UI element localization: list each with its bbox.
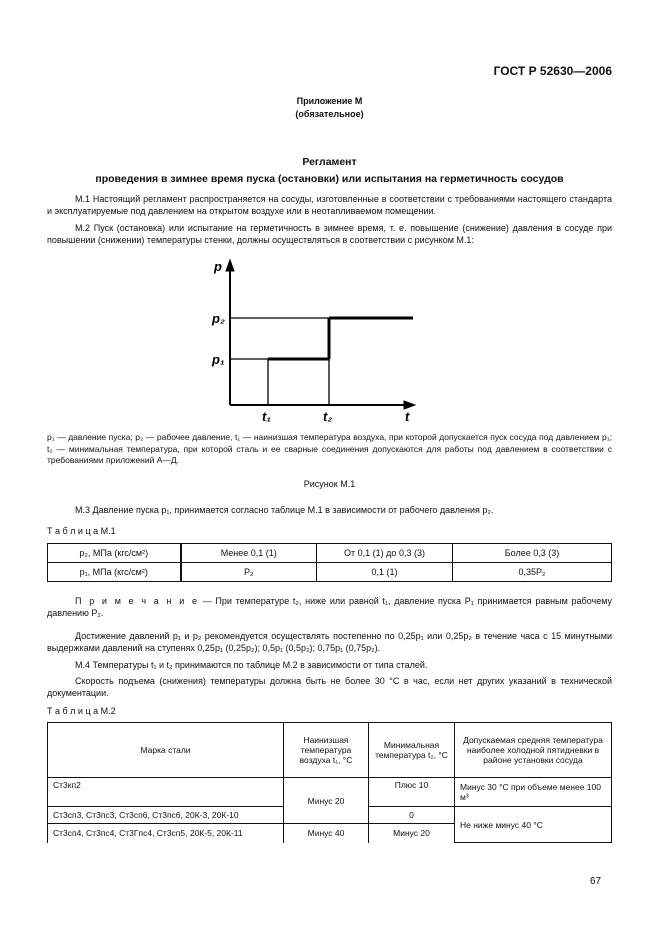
- p2-label: p₂: [212, 311, 225, 326]
- note-text: — При температуре t₂, ниже или равной t₁, давление пуска P₁ принимается равным рабочему давлению P₂.: [47, 596, 612, 618]
- table-cell: От 0,1 (1) до 0,3 (3): [317, 544, 453, 563]
- paragraph-m3: М.3 Давление пуска p₁, принимается согласно таблице М.1 в зависимости от рабочего давления p₂.: [75, 505, 494, 515]
- reglament-subtitle: проведения в зимнее время пуска (остановки) или испытания на герметичность сосудов: [95, 173, 564, 185]
- pressure-time-diagram: [200, 255, 430, 430]
- table-cell: Ст3сп4, Ст3пс4, Ст3Гпс4, Ст3сп5, 20К-5, 20К-11: [48, 824, 284, 843]
- paragraph-m1: М.1 Настоящий регламент распространяется на сосуды, изготовленные в соответствии с требованиями настоящего стандарта и эксплуатируемые под давлением на открытом воздухе или в неотапливаемом помещении.: [47, 194, 612, 216]
- x-axis-label: t: [405, 409, 410, 424]
- reglament-title: Регламент: [302, 156, 357, 168]
- table-cell: Минус 20: [284, 778, 369, 824]
- table-cell: 0,1 (1): [317, 563, 453, 582]
- table-cell: p₂, МПа (кгс/см²): [48, 544, 181, 563]
- note-label: П р и м е ч а н и е: [75, 596, 199, 606]
- table-cell: Минус 30 °С при объеме менее 100 м³: [455, 778, 612, 807]
- table-cell: Ст3кп2: [48, 778, 284, 807]
- appendix-status: (обязательное): [295, 109, 364, 119]
- note: [47, 596, 612, 619]
- paragraph-m4: М.4 Температуры t₁ и t₂ принимаются по таблице М.2 в зависимости от типа сталей.: [75, 660, 428, 670]
- table-cell: Ст3сп3, Ст3пс3, Ст3сп6, Ст3пс6, 20К-3, 20К-10: [48, 807, 284, 824]
- y-axis-label: p: [214, 259, 222, 274]
- table-row: [48, 563, 612, 582]
- paragraph-m2: М.2 Пуск (остановка) или испытание на герметичность в зимнее время, т. е. повышение (снижение) давления в сосуде при повышении (снижении) температуры стенки, должны осуществляться в соответствии с рисунком М.1:: [47, 223, 612, 245]
- table-header-row: [48, 723, 612, 778]
- table-m1: [47, 543, 612, 582]
- table-cell: 0,35P₂: [453, 563, 612, 582]
- table-cell: Более 0,3 (3): [453, 544, 612, 563]
- header-avg-temp: Допускаемая средняя температура наиболее холодной пятидневки в районе установки сосуда: [455, 723, 612, 778]
- table-m2: [47, 722, 612, 843]
- appendix-title: Приложение М: [296, 96, 363, 106]
- header-t1: Наинизшая температура воздуха t₁, °С: [284, 723, 369, 778]
- table-cell: Плюс 10: [369, 778, 455, 807]
- table-cell: Минус 40: [284, 824, 369, 843]
- paragraph-speed: Скорость подъема (снижения) температуры должна быть не более 30 °С в час, если нет других указаний в технической документации.: [47, 676, 612, 698]
- table2-label: Т а б л и ц а М.2: [47, 706, 116, 716]
- figure-legend: p₁ — давление пуска; p₂ — рабочее давление, t₁ — наинизшая температура воздуха, при которой допускается пуск сосуда под давлением p₁; t₂ — минимальная температура, при которой сталь и ее сварные соединения допускаются для работы под давлением в соответствии с требованиями приложений А—Д.: [47, 432, 612, 465]
- t1-label: t₁: [262, 409, 271, 424]
- table-row: [48, 544, 612, 563]
- table-cell: p₁, МПа (кгс/см²): [48, 563, 181, 582]
- p1-label: p₁: [212, 352, 225, 367]
- header-t2: Минимальная температура t₂, °С: [369, 723, 455, 778]
- table-row: [48, 778, 612, 807]
- x-axis-arrow: [404, 401, 415, 409]
- header-steel-grade: Марка стали: [48, 723, 284, 778]
- table-cell: Не ниже минус 40 °С: [455, 807, 612, 843]
- paragraph-achieve: Достижение давлений p₁ и p₂ рекомендуется осуществлять постепенно по 0,25p₁ или 0,25p₂ в течение часа с 15 минутными выдержками давлений на ступенях 0,25p₁ (0,25p₂); 0,5p₁ (0,5p₂); 0,75p₁ (0,75p₂).: [47, 631, 612, 653]
- table-cell: 0: [369, 807, 455, 824]
- table1-label: Т а б л и ц а М.1: [47, 526, 116, 536]
- y-axis-arrow: [226, 260, 234, 271]
- page-number: 67: [590, 876, 602, 887]
- standard-header: ГОСТ Р 52630—2006: [493, 64, 612, 78]
- table-cell: P₂: [181, 563, 317, 582]
- figure-caption: Рисунок М.1: [303, 479, 356, 489]
- t2-label: t₂: [323, 409, 333, 424]
- table-cell: Минус 20: [369, 824, 455, 843]
- table-cell: Менее 0,1 (1): [181, 544, 317, 563]
